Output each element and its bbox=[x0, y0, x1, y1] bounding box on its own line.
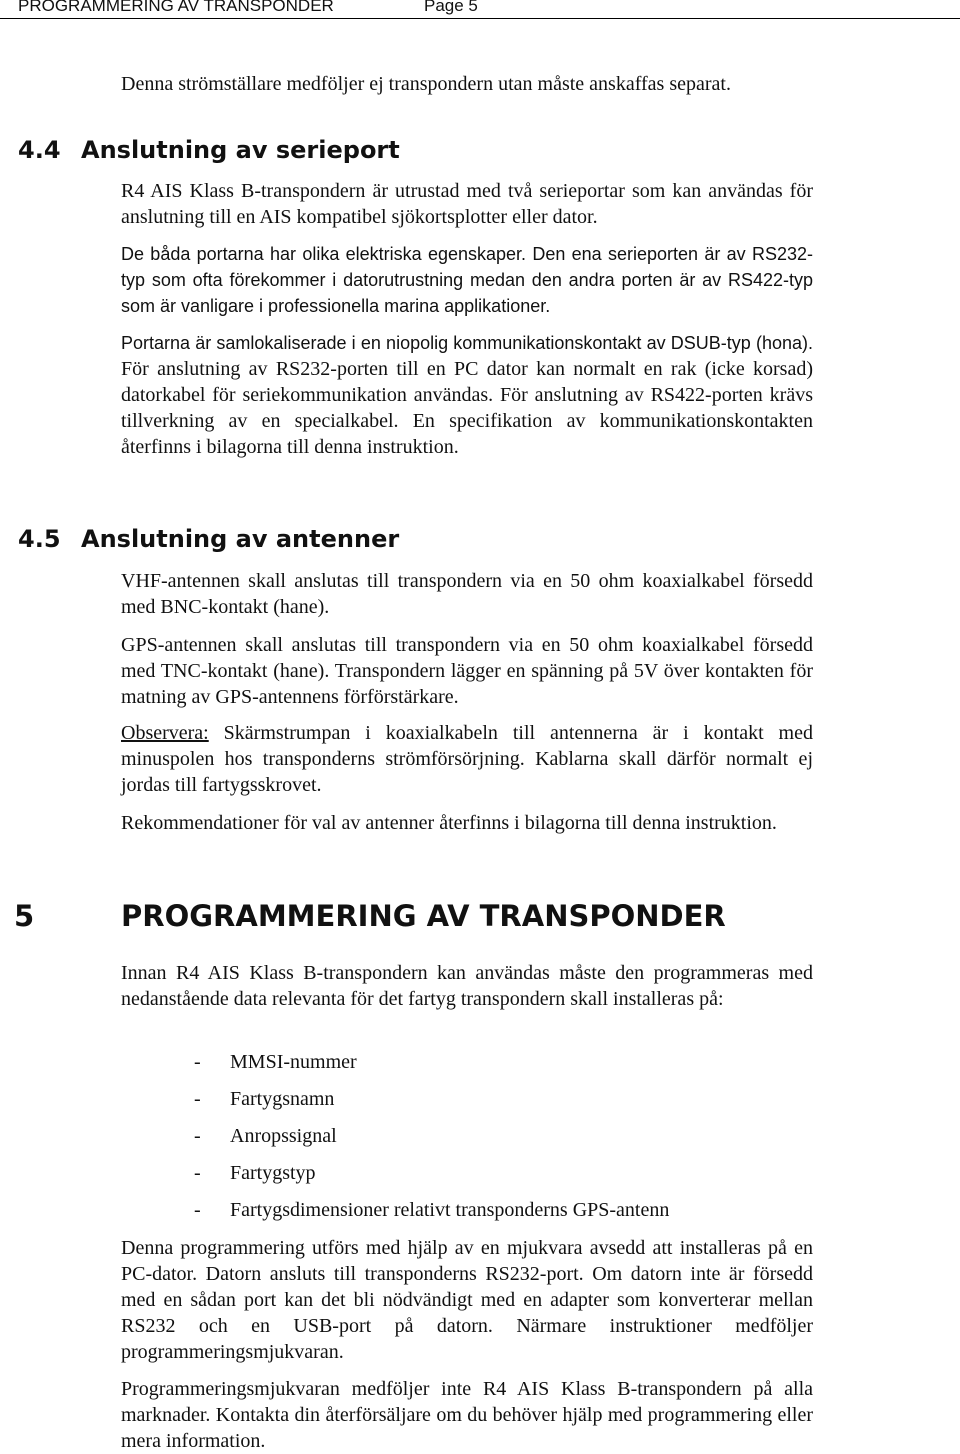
section-5-paragraph-1: Innan R4 AIS Klass B-transpondern kan användas måste den programmeras med nedanstående data relevanta för det fartyg transpondern skall installeras på: bbox=[121, 962, 813, 1010]
section-4-4-paragraph-1: R4 AIS Klass B-transpondern är utrustad med två serieportar som kan användas för anslutning till en AIS kompatibel sjökortsplotter eller dator. bbox=[121, 180, 813, 228]
section-title: Anslutning av serieport bbox=[81, 136, 400, 164]
section-4-4-paragraph-3 bbox=[121, 330, 813, 460]
section-4-5-paragraph-1: VHF-antennen skall anslutas till transpondern via en 50 ohm koaxialkabel försedd med BNC-kontakt (hane). bbox=[121, 570, 813, 618]
section-4-4-heading bbox=[18, 135, 400, 165]
section-number: 4.4 bbox=[18, 136, 61, 164]
section-number: 5 bbox=[14, 899, 35, 933]
list-item: - MMSI-nummer bbox=[194, 1051, 357, 1073]
note-label: Observera: bbox=[121, 722, 209, 744]
list-item: - Anropssignal bbox=[194, 1125, 337, 1147]
header-title: PROGRAMMERING AV TRANSPONDER bbox=[18, 0, 334, 15]
section-title: PROGRAMMERING AV TRANSPONDER bbox=[121, 899, 726, 933]
list-item: - Fartygstyp bbox=[194, 1162, 316, 1184]
section-4-5-heading bbox=[18, 524, 399, 554]
section-4-5-note bbox=[121, 720, 813, 798]
section-title: Anslutning av antenner bbox=[81, 525, 400, 553]
intro-paragraph: Denna strömställare medföljer ej transpondern utan måste anskaffas separat. bbox=[121, 73, 731, 95]
section-5-paragraph-2: Denna programmering utförs med hjälp av en mjukvara avsedd att installeras på en PC-dator. Datorn ansluts till transponderns RS232-port. Om datorn inte är försedd med en sådan port kan det bli nödvändigt med en adapter som konverterar mellan RS232 och en USB-port på datorn. Närmare instruktioner medföljer programmeringsmjukvaran. bbox=[121, 1237, 813, 1363]
list-item: - Fartygsnamn bbox=[194, 1088, 335, 1110]
section-5-heading bbox=[14, 898, 726, 934]
note-text: Skärmstrumpan i koaxialkabeln till antennerna är i kontakt med minuspolen hos transponderns strömförsörjning. Kablarna skall därför normalt ej jordas till fartygsskrovet. bbox=[121, 722, 813, 796]
section-5-paragraph-3: Programmeringsmjukvaran medföljer inte R4 AIS Klass B-transpondern på alla marknader. Kontakta din återförsäljare om du behöver hjälp med programmering eller mera information. bbox=[121, 1378, 813, 1452]
section-4-5-paragraph-4: Rekommendationer för val av antenner återfinns i bilagorna till denna instruktion. bbox=[121, 812, 777, 834]
paragraph-3-serif-part: För anslutning av RS232-porten till en PC dator kan normalt en rak (icke korsad) datorkabel för seriekommunikation användas. För anslutning av RS422-porten krävs tillverkning av en specialkabel. En specifikation av kommunikationskontakten återfinns i bilagorna till denna instruktion. bbox=[121, 358, 813, 458]
page-header bbox=[0, 0, 960, 19]
section-number: 4.5 bbox=[18, 525, 61, 553]
section-4-5-paragraph-2: GPS-antennen skall anslutas till transpondern via en 50 ohm koaxialkabel försedd med TNC-kontakt (hane). Transpondern lägger en spänning på 5V över kontakten för matning av GPS-antennens förförstärkare. bbox=[121, 634, 813, 708]
section-4-4-paragraph-2: De båda portarna har olika elektriska egenskaper. Den ena serieporten är av RS232-typ som ofta förekommer i datorutrustning medan den andra porten är av RS422-typ som är vanligare i professionella marina applikationer. bbox=[121, 244, 813, 316]
list-item: - Fartygsdimensioner relativt transponderns GPS-antenn bbox=[194, 1199, 670, 1221]
header-page-number: Page 5 bbox=[424, 0, 478, 15]
paragraph-3-sans-part: Portarna är samlokaliserade i en niopolig kommunikationskontakt av DSUB-typ (hona). bbox=[121, 333, 813, 353]
